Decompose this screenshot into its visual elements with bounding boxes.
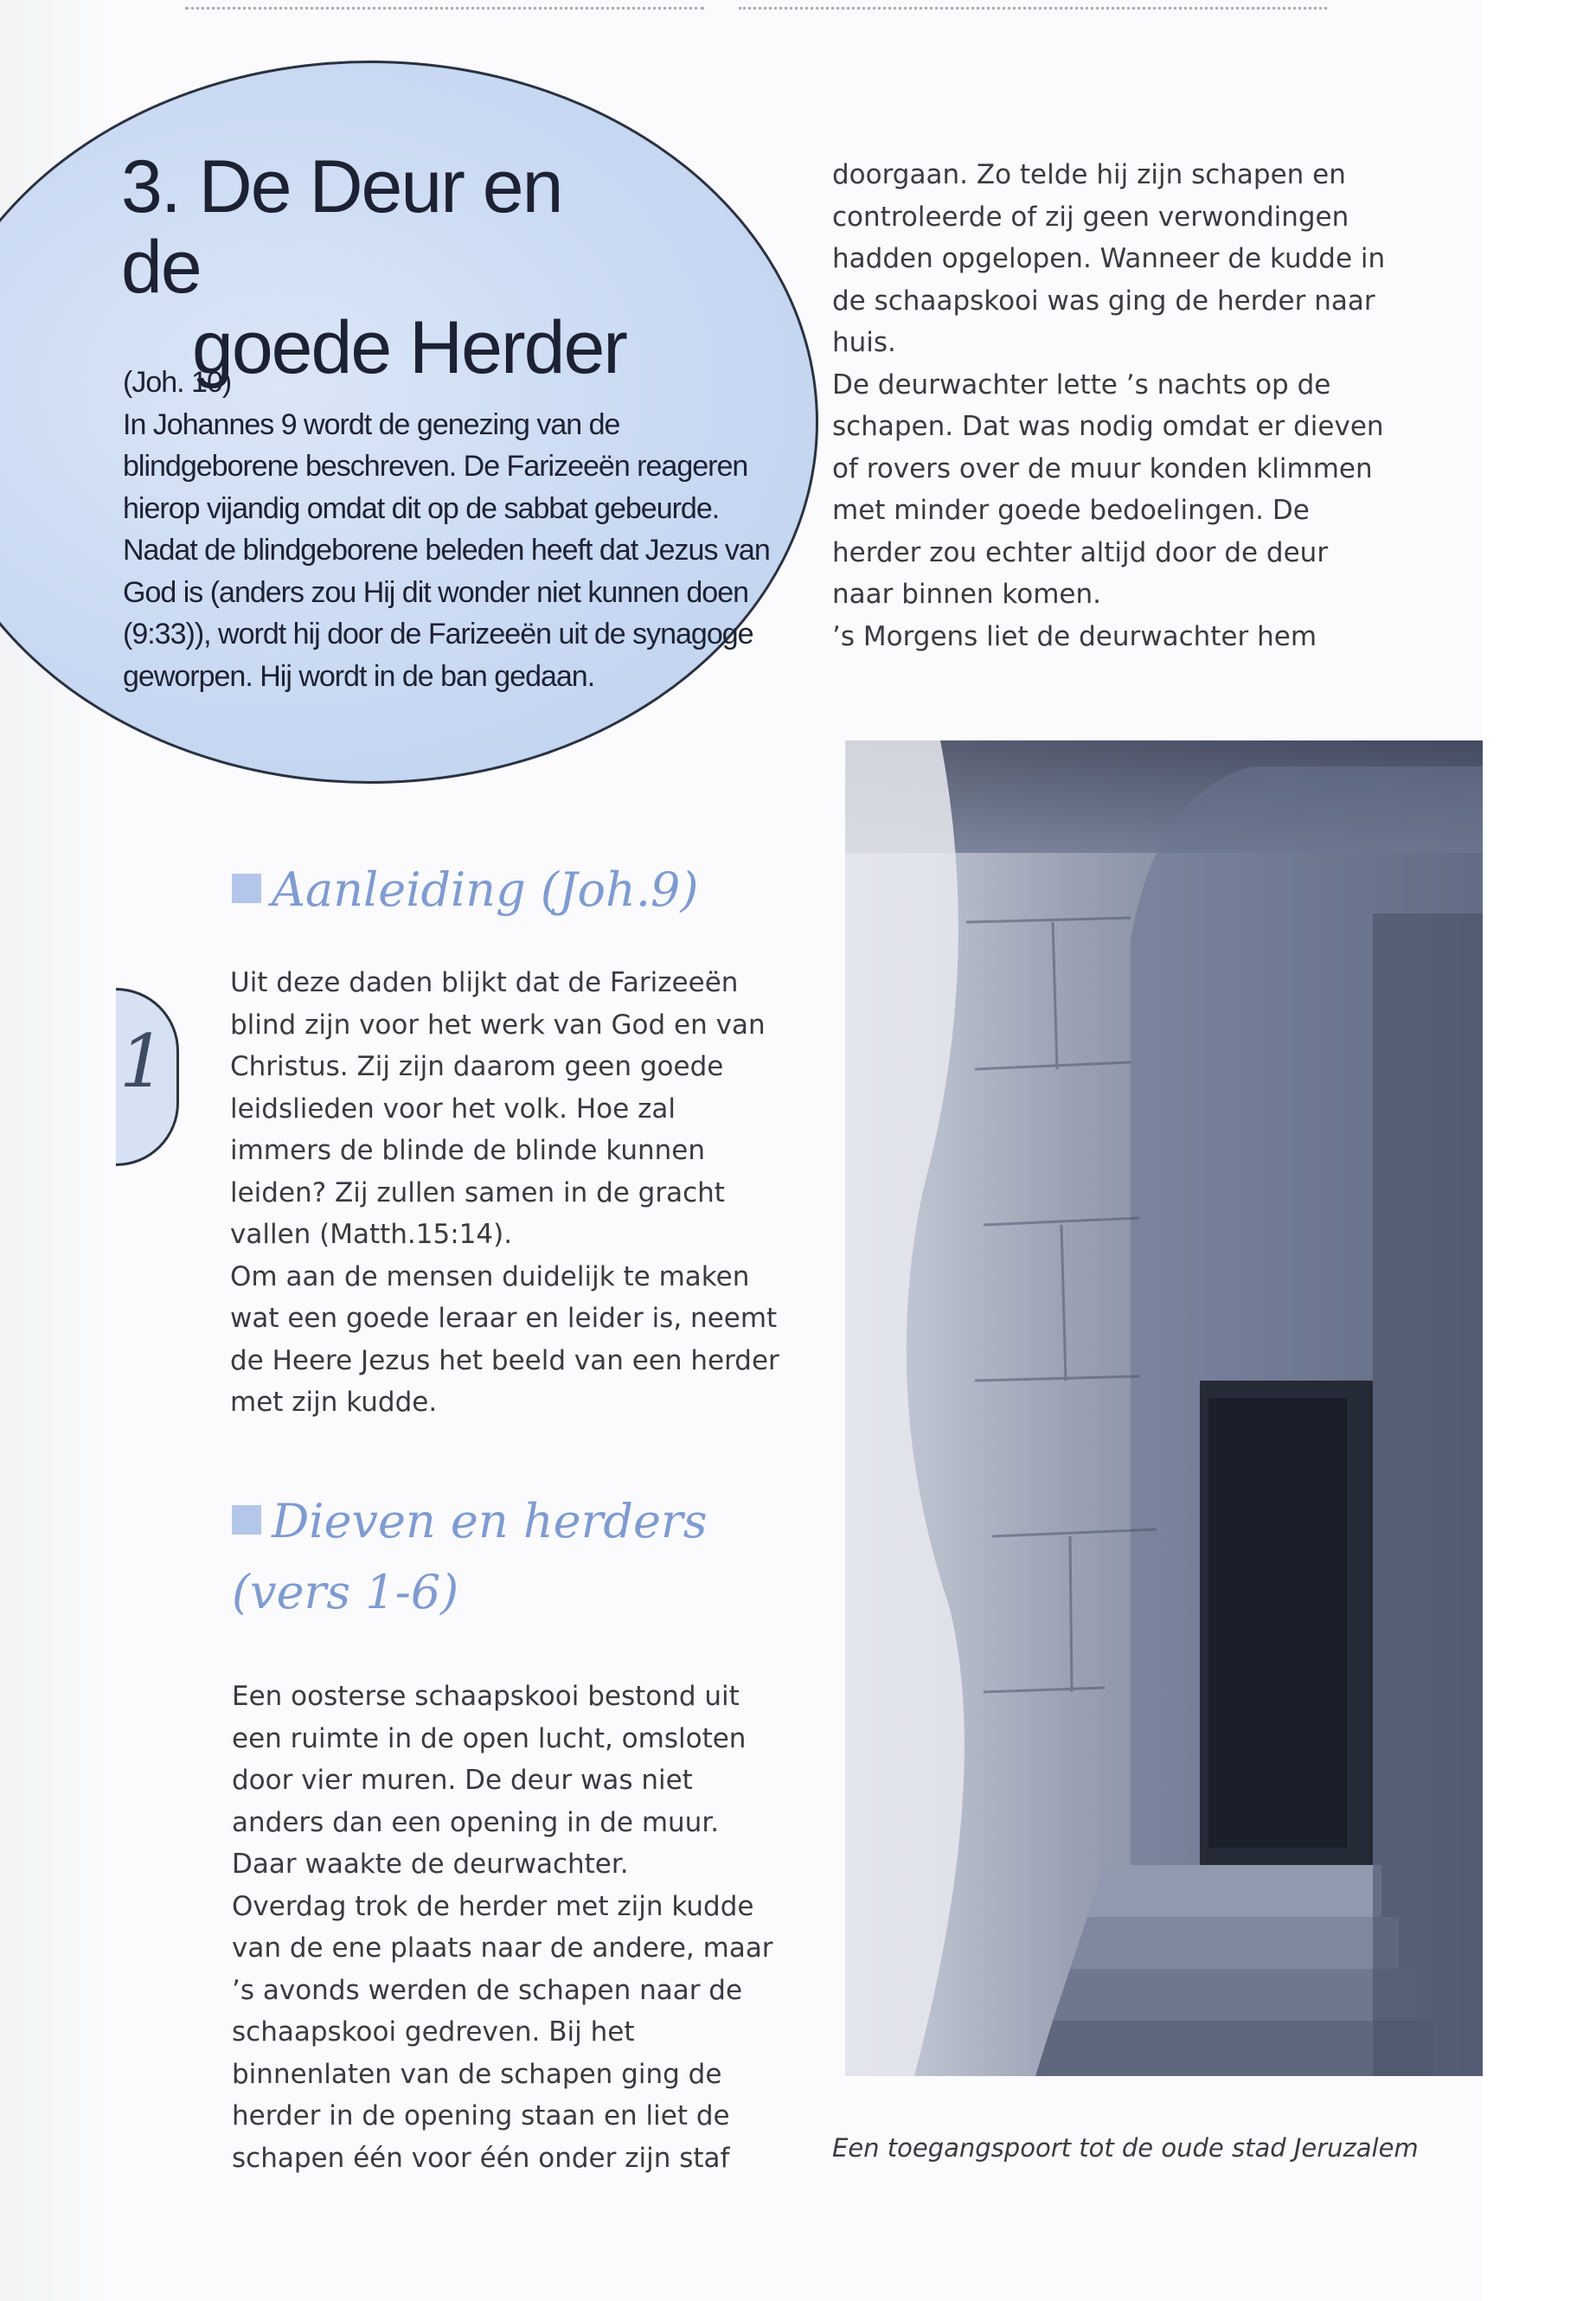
paragraph: Overdag trok de herder met zijn kudde van de ene plaats naar de andere, maar ’s avonds werden de schapen naar de schaapskooi gedreven. Bij het binnenlaten van de schapen ging de herder in de opening staan en liet de schapen één voor één onder zijn staf <box>232 1890 773 2174</box>
section-heading-dieven <box>232 1486 716 1628</box>
paragraph: De deurwachter lette ’s nachts op de schapen. Dat was nodig omdat er dieven of rovers over de muur konden klimmen met minder goede bedoelingen. De herder zou echter altijd door de deur naar binnen komen. <box>832 369 1384 610</box>
section-body-aanleiding <box>230 962 784 1424</box>
page-margin-right <box>1483 0 1596 2301</box>
paragraph: Uit deze daden blijkt dat de Farizeeën blind zijn voor het werk van God en van Christus. Zij zijn daarom geen goede leidslieden voor het volk. Hoe zal immers de blinde de blinde kunnen leiden? Zij zullen samen in de gracht vallen (Matth.15:14). <box>230 967 766 1250</box>
paragraph: doorgaan. Zo telde hij zijn schapen en controleerde of zij geen verwondingen hadden opgelopen. Wanneer de kudde in de schaapskooi was ging de herder naar huis. <box>832 159 1386 358</box>
paragraph: ’s Morgens liet de deurwachter hem <box>832 620 1317 652</box>
section-heading-text: Aanleiding (Joh.9) <box>272 862 699 917</box>
paragraph: Een oosterse schaapskooi bestond uit een ruimte in de open lucht, omsloten door vier muren. De deur was niet anders dan een opening in de muur. Daar waakte de deurwachter. <box>232 1681 747 1880</box>
right-column-text <box>832 154 1386 657</box>
chapter-title-line-2: goede Herder <box>192 306 626 389</box>
chapter-title <box>121 147 657 388</box>
gate-photo-illustration <box>845 740 1483 2076</box>
heading-square-icon <box>232 874 261 903</box>
section-heading-text: Dieven en herders (vers 1-6) <box>232 1494 708 1619</box>
chapter-intro <box>123 362 780 697</box>
chapter-intro-text: In Johannes 9 wordt de genezing van de blindgeborene beschreven. De Farizeeën reageren hierop vijandig omdat dit op de sabbat gebeurde. Nadat de blindgeborene beleden heeft dat Jezus van God is (anders zou Hij dit wonder niet kunnen doen (9:33)), wordt hij door de Farizeeën uit de synagoge geworpen. Hij wordt in de ban gedaan. <box>123 407 770 693</box>
photo-caption: Een toegangspoort tot de oude stad Jeruzalem <box>832 2133 1419 2163</box>
section-body-dieven <box>232 1676 785 2179</box>
heading-square-icon <box>232 1505 261 1535</box>
gate-photo <box>845 740 1483 2076</box>
paragraph: Om aan de mensen duidelijk te maken wat een goede leraar en leider is, neemt de Heere Jezus het beeld van een herder met zijn kudde. <box>230 1260 779 1418</box>
previous-page-text-remnant <box>116 0 1483 16</box>
margin-marker-glyph: 1 <box>119 1019 166 1104</box>
chapter-title-line-1: 3. De Deur en de <box>121 145 562 309</box>
section-heading-aanleiding <box>232 855 698 926</box>
chapter-reference: (Joh. 10) <box>123 366 232 399</box>
